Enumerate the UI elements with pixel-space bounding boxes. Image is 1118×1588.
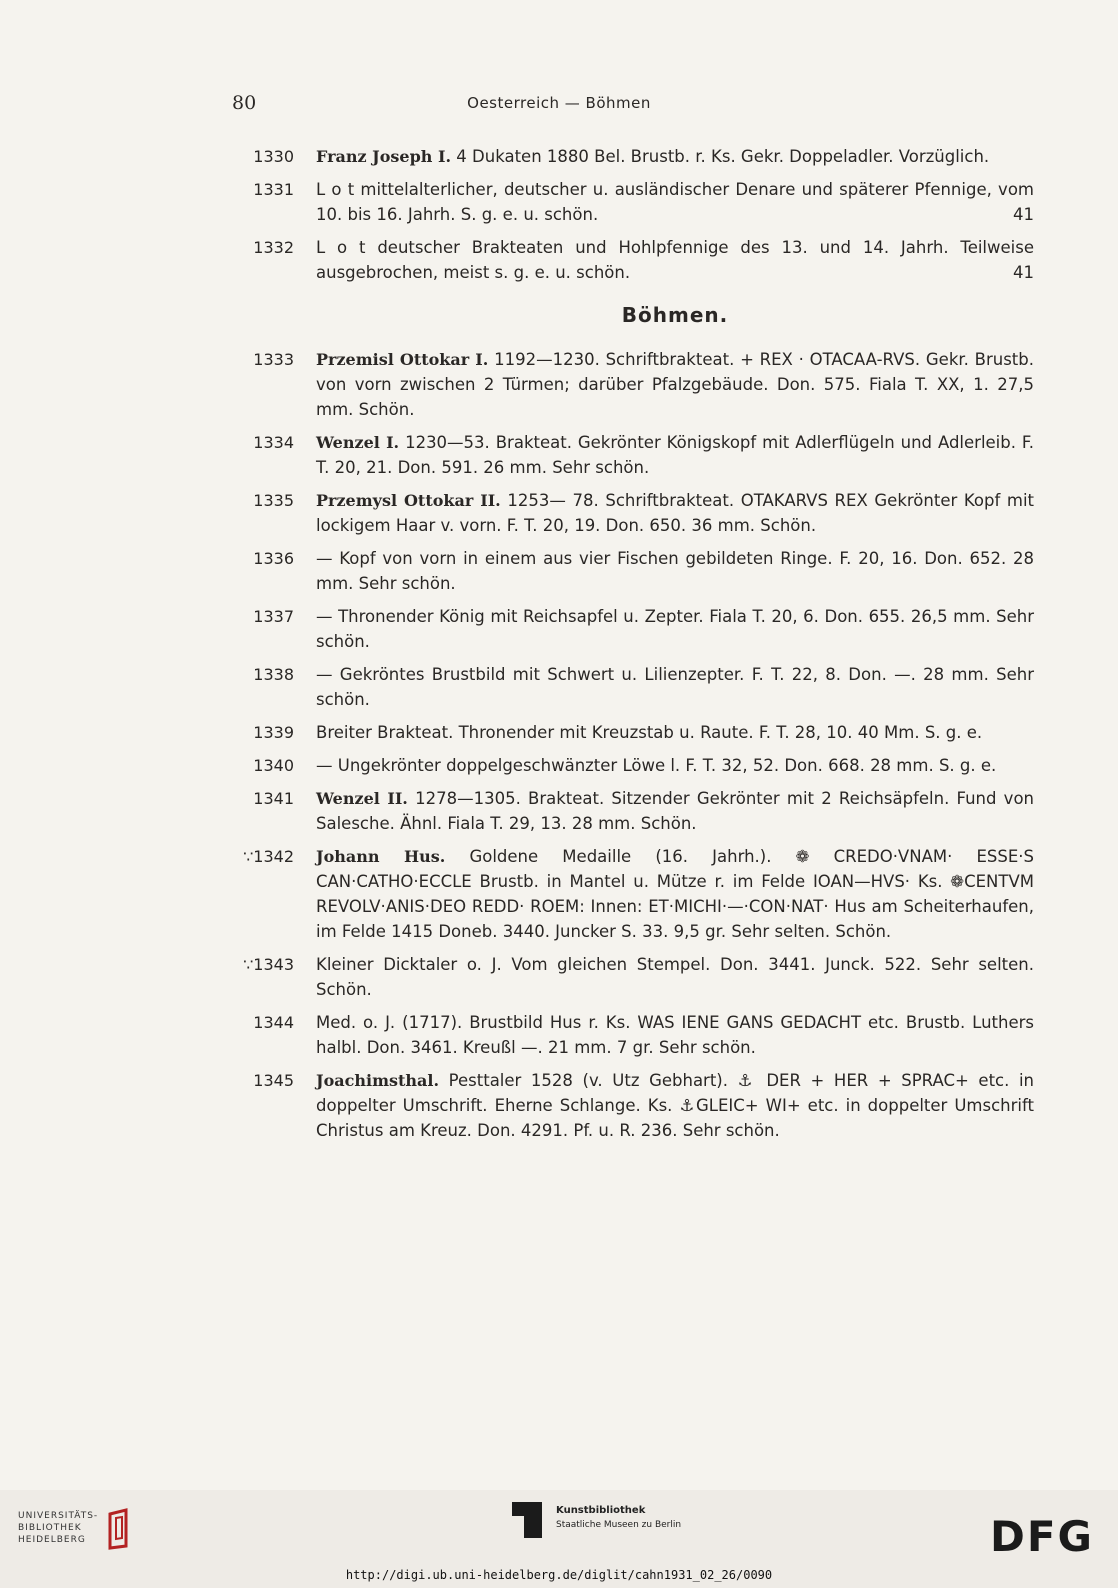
entry-text (316, 844, 1034, 944)
page-number: 80 (232, 92, 257, 114)
lot-number: 1340 (253, 756, 294, 775)
entry-text (316, 786, 1034, 836)
entry-description: 4 Dukaten 1880 Bel. Brustb. r. Ks. Gekr. Doppeladler. Vorzüglich. (451, 147, 990, 166)
entry-text (316, 546, 1034, 596)
footer-bar (0, 1490, 1118, 1588)
entry-description: — Ungekrönter doppelgeschwänzter Löwe l. F. T. 32, 52. Don. 668. 28 mm. S. g. e. (316, 756, 997, 775)
entry-description: Breiter Brakteat. Thronender mit Kreuzstab u. Raute. F. T. 28, 10. 40 Mm. S. g. e. (316, 723, 983, 742)
entry-text (316, 720, 1034, 745)
entry-price: 41 (1013, 205, 1034, 224)
section-title: Böhmen. (621, 303, 729, 327)
source-url[interactable]: http://digi.ub.uni-heidelberg.de/diglit/cahn1931_02_26/0090 (345, 1568, 773, 1582)
entry-name: Przemisl Ottokar I. (316, 350, 489, 369)
uni-line: HEIDELBERG (18, 1535, 86, 1545)
lot-number: 1344 (253, 1013, 294, 1032)
entry-text (316, 430, 1034, 480)
entry-text (316, 753, 1034, 778)
lot-number: 1333 (253, 350, 294, 369)
entry-description: Pesttaler 1528 (v. Utz Gebhart). ⚓ DER + HER + SPRAC+ etc. in doppelter Umschrift. Eherne Schlange. Ks. ⚓GLEIC+ WI+ etc. in doppelter Umschrift Christus am Kreuz. Don. 4291. Pf. u. R. 236. Sehr schön. (316, 1071, 1034, 1140)
lot-number: 1330 (253, 147, 294, 166)
entry-text (316, 144, 1034, 169)
entry-description: Kleiner Dicktaler o. J. Vom gleichen Stempel. Don. 3441. Junck. 522. Sehr selten. Schön. (316, 955, 1034, 999)
catalog-entry (0, 753, 1118, 778)
catalog-entry (0, 235, 1118, 285)
entry-name: Przemysl Ottokar II. (316, 491, 501, 510)
entries-list (0, 144, 1118, 1151)
entry-name: Franz Joseph I. (316, 147, 452, 166)
catalog-entry (0, 1010, 1118, 1060)
entry-text (316, 347, 1034, 422)
university-logo-icon (104, 1508, 134, 1550)
lot-number: 1337 (253, 607, 294, 626)
running-title: Oesterreich — Böhmen (467, 94, 651, 112)
catalog-entry (0, 144, 1118, 169)
lot-number: 1341 (253, 789, 294, 808)
catalog-entry (0, 430, 1118, 480)
catalog-entry (0, 604, 1118, 654)
page-header (0, 92, 1118, 120)
uni-line: BIBLIOTHEK (18, 1523, 82, 1533)
entry-description: 1230—53. Brakteat. Gekrönter Königskopf mit Adlerflügeln und Adlerleib. F. T. 20, 21. Don. 591. 26 mm. Sehr schön. (316, 433, 1034, 477)
entry-description: 1253— 78. Schriftbrakteat. OTAKARVS REX Gekrönter Kopf mit lockigem Haar v. vorn. F. T. 20, 19. Don. 650. 36 mm. Schön. (316, 491, 1035, 535)
dfg-logo: DFG (990, 1512, 1095, 1561)
entry-text (316, 488, 1034, 538)
lot-number: 1345 (253, 1071, 294, 1090)
entry-text (316, 952, 1034, 1002)
kb-sub: Staatliche Museen zu Berlin (556, 1520, 682, 1530)
catalog-entry (0, 662, 1118, 712)
entry-description: 1192—1230. Schriftbrakteat. + REX · OTACAA-RVS. Gekr. Brustb. von vorn zwischen 2 Türmen; darüber Pfalzgebäude. Don. 575. Fiala T. XX, 1. 27,5 mm. Schön. (316, 350, 1034, 419)
catalog-entry (0, 844, 1118, 944)
lot-number: 1339 (253, 723, 294, 742)
entry-text (316, 1010, 1034, 1060)
lot-number: ∵1343 (243, 955, 294, 974)
entry-text (316, 604, 1034, 654)
entry-text (316, 177, 1034, 227)
catalog-entry (0, 1068, 1118, 1143)
entry-name: Wenzel II. (316, 789, 408, 808)
entry-description: Med. o. J. (1717). Brustbild Hus r. Ks. WAS IENE GANS GEDACHT etc. Brustb. Luthers halbl. Don. 3461. Kreußl —. 21 mm. 7 gr. Sehr schön. (316, 1013, 1034, 1057)
entry-description: — Thronender König mit Reichsapfel u. Zepter. Fiala T. 20, 6. Don. 655. 26,5 mm. Sehr schön. (316, 607, 1034, 651)
catalog-entry (0, 546, 1118, 596)
catalog-entry (0, 177, 1118, 227)
entry-description: 1278—1305. Brakteat. Sitzender Gekrönter mit 2 Reichsäpfeln. Fund von Salesche. Ähnl. Fiala T. 29, 13. 28 mm. Schön. (316, 789, 1034, 833)
catalog-entry (0, 347, 1118, 422)
entry-text (316, 235, 1034, 285)
uni-line: UNIVERSITÄTS- (18, 1511, 99, 1521)
catalog-entry (0, 720, 1118, 745)
lot-number: 1338 (253, 665, 294, 684)
lot-number: ∵1342 (243, 847, 294, 866)
lot-number: 1335 (253, 491, 294, 510)
entry-name: Joachimsthal. (316, 1071, 440, 1090)
entry-description: — Gekröntes Brustbild mit Schwert u. Lilienzepter. F. T. 22, 8. Don. —. 28 mm. Sehr schön. (316, 665, 1034, 709)
catalog-entry (0, 488, 1118, 538)
entry-description: Goldene Medaille (16. Jahrh.). ❁ CREDO·VNAM· ESSE·S CAN·CATHO·ECCLE Brustb. in Mantel u. Mütze r. im Felde IOAN—HVS· Ks. ❁CENTVM REVOLV·ANIS·DEO REDD· ROEM: Innen: ET·MICHI·—·CON·NAT· Hus am Scheiterhaufen, im Felde 1415 Doneb. 3440. Juncker S. 33. 9,5 gr. Sehr selten. Schön. (316, 847, 1034, 941)
catalog-entry (0, 786, 1118, 836)
entry-name: Johann Hus. (316, 847, 446, 866)
entry-price: 41 (1013, 263, 1034, 282)
entry-name: Wenzel I. (316, 433, 400, 452)
kunstbibliothek-logo-icon (512, 1502, 542, 1538)
entry-description: L o t mittelalterlicher, deutscher u. ausländischer Denare und späterer Pfennige, vom 10. bis 16. Jahrh. S. g. e. u. schön. (316, 180, 1034, 224)
lot-number: 1332 (253, 238, 294, 257)
kb-name: Kunstbibliothek (556, 1505, 646, 1516)
entry-text (316, 662, 1034, 712)
lot-number: 1336 (253, 549, 294, 568)
catalog-entry (0, 952, 1118, 1002)
university-library-label (18, 1510, 98, 1546)
entry-description: L o t deutscher Brakteaten und Hohlpfennige des 13. und 14. Jahrh. Teilweise ausgebrochen, meist s. g. e. u. schön. (316, 238, 1034, 282)
kunstbibliothek-label (556, 1504, 681, 1532)
lot-number: 1334 (253, 433, 294, 452)
entry-description: — Kopf von vorn in einem aus vier Fischen gebildeten Ringe. F. 20, 16. Don. 652. 28 mm. Sehr schön. (316, 549, 1034, 593)
lot-number: 1331 (253, 180, 294, 199)
entry-text (316, 1068, 1034, 1143)
